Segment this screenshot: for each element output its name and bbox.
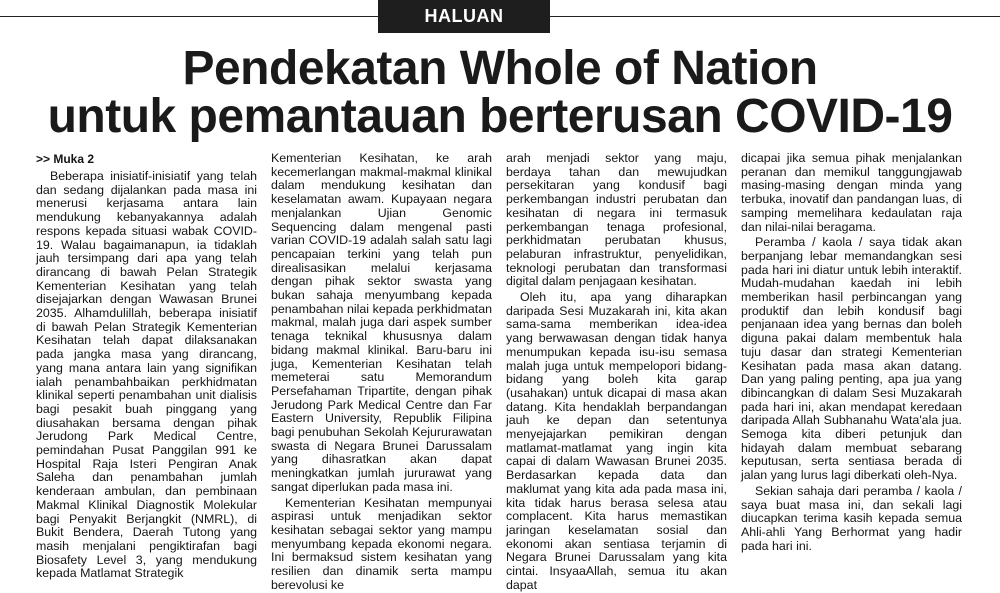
- continuation-label: Muka 2: [53, 152, 95, 166]
- headline-line-1: Pendekatan Whole of Nation: [182, 42, 818, 95]
- article-column-4: [741, 151, 962, 553]
- article-column-2: [271, 151, 492, 592]
- article-paragraph: Oleh itu, apa yang diharapkan daripada Sesi Muzakarah ini, kita akan sama-sama memberikan idea-idea yang berwawasan dengan tidak hanya menumpukan kepada isu-isu semasa malah juga untuk mempelopori bidang-bidang yang boleh kita garap (usahakan) untuk dicapai di masa akan datang. Kita hendaklah berpandangan jauh ke depan dan setentunya menyejajarkan pemikiran dengan matlamat-matlamat yang ingin kita capai di dalam Wawasan Brunei 2035. Berdasarkan kepada data dan maklumat yang kita ada pada masa ini, kita tidak harus berasa selesa atau complacent. Kita harus memastikan jaringan keselamatan sosial dan ekonomi akan sentiasa terjamin di Negara Brunei Darussalam yang kita cintai. InsyaaAllah, semua itu akan dapat: [506, 290, 727, 592]
- section-rule-left: [0, 16, 378, 17]
- article-paragraph: Peramba / kaola / saya tidak akan berpanjang lebar memandangkan sesi pada hari ini diatur untuk lebih interaktif. Mudah-mudahan kaedah ini lebih memberikan hasil perbincangan yang produktif dan lebih kondusif bagi penjanaan idea yang bernas dan boleh diguna pakai dalam membentuk hala tuju dasar dan strategi Kementerian Kesihatan pada masa akan datang. Dan yang paling penting, apa jua yang dibincangkan di dalam Sesi Muzakarah pada hari ini, akan mendapat keredaan daripada Allah Subhanahu Wata'ala jua. Semoga kita diberi petunjuk dan hidayah dalam membuat sebarang keputusan, serta sentiasa berada di jalan yang lurus lagi diberkati oleh-Nya.: [741, 235, 962, 483]
- article-column-1: [36, 152, 257, 581]
- section-rule-right: [550, 16, 1000, 17]
- article-paragraph: Beberapa inisiatif-inisiatif yang telah dan sedang dijalankan pada masa ini menerusi kerjasama antara lain mendukung kebanyakannya adalah respons kepada situasi wabak COVID-19. Walau bagaimanapun, ia tidaklah jauh tersimpang dari apa yang telah dirancang di bawah Pelan Strategik Kementerian Kesihatan yang telah disejajarkan dengan Wawasan Brunei 2035. Alhamdulillah, beberapa inisiatif di bawah Pelan Strategik Kementerian Kesihatan telah dapat dilaksanakan pada jangka masa yang dirancang, yang mana antara lain yang signifikan ialah penambahbaikan perkhidmatan klinikal seperti penambahan unit dialisis bagi pesakit buah pinggang yang diusahakan bersama dengan pihak Jerudong Park Medical Centre, pemindahan Pusat Panggilan 991 ke Hospital Raja Isteri Pengiran Anak Saleha dan penambahan jumlah kenderaan ambulan, dan pembinaan Makmal Klinikal Diagnostik Molekular bagi Penyakit Berjangkit (NMRL), di Bukit Bendera, Daerah Tutong yang masih menjalani pengiktirafan bagi Biosafety Level 3, yang mendukung kepada Matlamat Strategik: [36, 169, 257, 581]
- headline-line-2: untuk pemantauan berterusan COVID-19: [47, 90, 953, 143]
- article-paragraph: arah menjadi sektor yang maju, berdaya tahan dan mewujudkan persekitaran yang kondusif bagi perkembangan industri perubatan dan kesihatan di negara ini termasuk perkembangan tenaga profesional, perkhidmatan perubatan khusus, pelaburan infrastruktur, penyelidikan, teknologi perubatan dan transformasi digital dalam penjagaan kesihatan.: [506, 151, 727, 289]
- continuation-marker: [36, 152, 257, 166]
- article-paragraph: Kementerian Kesihatan, ke arah kecemerlangan makmal-makmal klinikal dalam mendukung kesihatan dan keselamatan awam. Kupayaan negara menjalankan Ujian Genomic Sequencing dalam mengenal pasti varian COVID-19 adalah salah satu lagi pencapaian terkini yang telah pun direalisasikan melalui kerjasama dengan pihak sektor swasta yang bukan sahaja menyumbang kepada penambahan nilai kepada perkhidmatan makmal, malah juga dari aspek sumber tenaga teknikal khususnya dalam bidang makmal klinikal. Baru-baru ini juga, Kementerian Kesihatan telah memeterai satu Memorandum Persefahaman Tripartite, dengan pihak Jerudong Park Medical Centre dan Far Eastern University, Republik Filipina bagi penubuhan Sekolah Kejururawatan swasta di Negara Brunei Darussalam yang dihasratkan akan dapat meningkatkan jumlah jururawat yang sangat diperlukan pada masa ini.: [271, 151, 492, 494]
- section-label: [378, 0, 550, 33]
- section-label-text: HALUAN: [424, 6, 504, 26]
- article-paragraph: Sekian sahaja dari peramba / kaola / saya buat masa ini, dan sekali lagi diucapkan terima kasih kepada semua Ahli-ahli Yang Berhormat yang hadir pada hari ini.: [741, 483, 962, 553]
- article-column-3: [506, 151, 727, 592]
- article-headline: [0, 42, 1000, 143]
- continuation-arrow: >>: [36, 152, 51, 166]
- article-paragraph: Kementerian Kesihatan mempunyai aspirasi untuk menjadikan sektor kesihatan sebagai sektor yang mampu menyumbang kepada ekonomi negara. Ini bermaksud sistem kesihatan yang resilien dan dinamik serta mampu berevolusi ke: [271, 495, 492, 592]
- article-paragraph: dicapai jika semua pihak menjalankan peranan dan memikul tanggungjawab masing-masing dengan minda yang terbuka, inovatif dan pandangan luas, di samping memelihara kedaulatan raja dan nilai-nilai beragama.: [741, 151, 962, 234]
- article-body: [36, 151, 962, 592]
